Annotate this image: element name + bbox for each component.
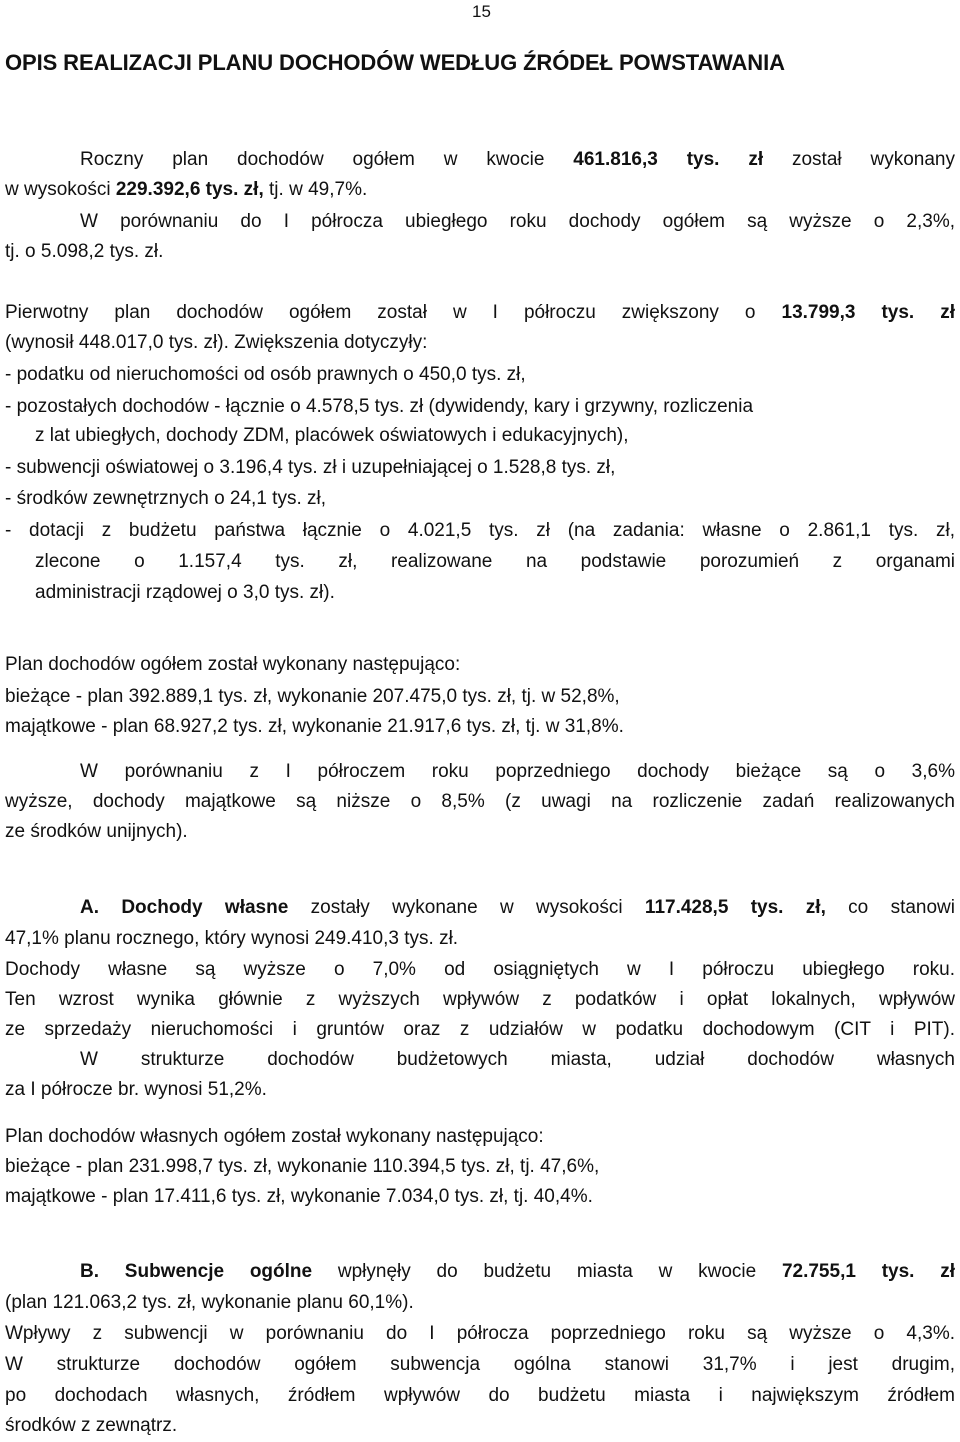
text-line (5, 960, 955, 979)
text-line (5, 1416, 177, 1435)
text-segment: wpłynęły do budżetu miasta w kwocie (312, 1261, 782, 1282)
text-line (5, 717, 624, 736)
text-segment: z lat ubiegłych, dochody ZDM, placówek oświatowych i edukacyjnych), (35, 425, 629, 446)
text-segment: w wysokości (5, 179, 116, 200)
bold-text: A. (80, 897, 99, 918)
page-number: 15 (472, 2, 491, 21)
text-segment: Plan dochodów własnych ogółem został wykonany następująco: (5, 1126, 544, 1147)
text-line (35, 583, 335, 602)
text-line (5, 1020, 955, 1039)
bold-text: B. (80, 1261, 99, 1282)
text-segment (99, 897, 121, 918)
text-segment: środków z zewnątrz. (5, 1415, 178, 1436)
text-segment: ze środków unijnych). (5, 821, 188, 842)
text-line (5, 1080, 267, 1099)
text-segment: co stanowi (825, 897, 955, 918)
text-segment: ze sprzedaży nieruchomości i gruntów oraz z udziałów w podatku dochodowym (CIT i PIT). (5, 1019, 955, 1040)
text-segment: W porównaniu z I półroczem roku poprzedniego dochody bieżące są o 3,6% (80, 761, 955, 782)
text-line (35, 426, 629, 445)
text-line (35, 552, 955, 571)
text-line (5, 990, 955, 1009)
text-segment: - środków zewnętrznych o 24,1 tys. zł, (5, 488, 327, 509)
bold-text: 461.816,3 tys. zł (573, 149, 764, 170)
text-segment: - pozostałych dochodów - łącznie o 4.578,5 tys. zł (dywidendy, kary i grzywny, rozliczenia (5, 396, 754, 417)
text-line (5, 365, 526, 384)
text-segment: Ten wzrost wynika głównie z wyższych wpływów z podatków i opłat lokalnych, wpływów (5, 989, 955, 1010)
bold-text: 229.392,6 tys. zł, (115, 179, 264, 200)
text-segment: Wpływy z subwencji w porównaniu do I półrocza poprzedniego roku są wyższe o 4,3%. (5, 1323, 955, 1344)
text-line (5, 792, 955, 811)
bold-text: Subwencje ogólne (124, 1261, 313, 1282)
text-line (80, 1262, 955, 1281)
text-line (80, 212, 955, 231)
text-line (5, 1386, 955, 1405)
text-line (5, 822, 188, 841)
text-segment: Plan dochodów ogółem został wykonany następująco: (5, 654, 461, 675)
text-segment: - podatku od nieruchomości od osób prawnych o 450,0 tys. zł, (5, 364, 526, 385)
text-segment: bieżące - plan 231.998,7 tys. zł, wykonanie 110.394,5 tys. zł, tj. 47,6%, (5, 1156, 600, 1177)
bold-text: 117.428,5 tys. zł, (644, 897, 826, 918)
text-segment: został wykonany (763, 149, 955, 170)
text-segment: - subwencji oświatowej o 3.196,4 tys. zł i uzupełniającej o 1.528,8 tys. zł, (5, 457, 616, 478)
text-segment: administracji rządowej o 3,0 tys. zł). (35, 582, 335, 603)
text-line (5, 1293, 414, 1312)
text-line (5, 242, 163, 261)
text-segment: zlecone o 1.157,4 tys. zł, realizowane na podstawie porozumień z organami (35, 551, 955, 572)
text-segment: wyższe, dochody majątkowe są niższe o 8,5% (z uwagi na rozliczenie zadań realizowanych (5, 791, 955, 812)
text-line (5, 687, 620, 706)
text-segment: (plan 121.063,2 tys. zł, wykonanie planu 60,1%). (5, 1292, 414, 1313)
text-segment: 47,1% planu rocznego, który wynosi 249.410,3 tys. zł. (5, 928, 459, 949)
text-line (5, 1324, 955, 1343)
text-line (5, 655, 460, 674)
text-line (5, 1187, 593, 1206)
text-line (80, 150, 955, 169)
text-line (5, 1355, 955, 1374)
text-segment: za I półrocze br. wynosi 51,2%. (5, 1079, 267, 1100)
text-line (80, 1050, 955, 1069)
text-segment: W strukturze dochodów budżetowych miasta, udział dochodów własnych (80, 1049, 955, 1070)
bold-text: Dochody własne (121, 897, 289, 918)
page-title: OPIS REALIZACJI PLANU DOCHODÓW WEDŁUG ŹRÓDEŁ POWSTAWANIA (5, 50, 785, 75)
text-segment: majątkowe - plan 68.927,2 tys. zł, wykonanie 21.917,6 tys. zł, tj. w 31,8%. (5, 716, 624, 737)
text-segment: (wynosił 448.017,0 tys. zł). Zwiększenia dotyczyły: (5, 332, 428, 353)
text-segment: po dochodach własnych, źródłem wpływów do budżetu miasta i największym źródłem (5, 1385, 955, 1406)
text-line (5, 180, 367, 199)
text-segment: W porównaniu do I półrocza ubiegłego roku dochody ogółem są wyższe o 2,3%, (80, 211, 955, 232)
text-line (5, 521, 955, 540)
text-segment: Pierwotny plan dochodów ogółem został w I półroczu zwiększony o (5, 302, 782, 323)
text-line (5, 458, 615, 477)
text-segment: majątkowe - plan 17.411,6 tys. zł, wykonanie 7.034,0 tys. zł, tj. 40,4%. (5, 1186, 593, 1207)
bold-text: 72.755,1 tys. zł (781, 1261, 955, 1282)
bold-text: 13.799,3 tys. zł (781, 302, 955, 323)
text-line (5, 1127, 544, 1146)
text-segment: bieżące - plan 392.889,1 tys. zł, wykonanie 207.475,0 tys. zł, tj. w 52,8%, (5, 686, 620, 707)
text-segment: - dotacji z budżetu państwa łącznie o 4.021,5 tys. zł (na zadania: własne o 2.861,1 tys. zł, (5, 520, 955, 541)
text-line (80, 898, 955, 917)
text-segment: zostały wykonane w wysokości (288, 897, 645, 918)
text-segment: Roczny plan dochodów ogółem w kwocie (80, 149, 574, 170)
text-line (5, 929, 458, 948)
text-line (5, 1157, 599, 1176)
text-line (80, 762, 955, 781)
text-segment: tj. w 49,7%. (263, 179, 368, 200)
text-segment: W strukturze dochodów ogółem subwencja ogólna stanowi 31,7% i jest drugim, (5, 1354, 955, 1375)
text-line (5, 397, 955, 416)
text-line (5, 303, 955, 322)
text-segment: tj. o 5.098,2 tys. zł. (5, 241, 164, 262)
text-line (5, 333, 427, 352)
text-line (5, 489, 326, 508)
text-segment: Dochody własne są wyższe o 7,0% od osiągniętych w I półroczu ubiegłego roku. (5, 959, 955, 980)
text-segment (99, 1261, 125, 1282)
